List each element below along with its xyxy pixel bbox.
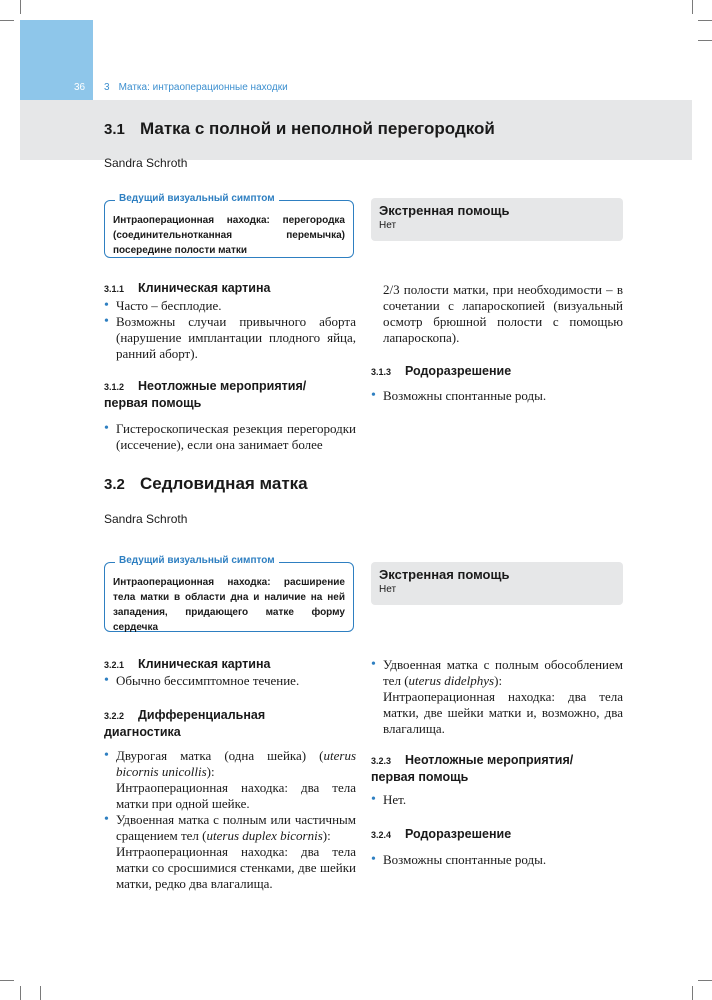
subsection-heading	[371, 826, 511, 843]
section-title: Матка с полной и неполной перегородкой	[140, 119, 495, 138]
list-item: • Удвоенная матка с полным или частичным сращением тел (uterus duplex bicornis): Интраоперационная находка: два тела матки со сросшимися стенками, две шейки матки, редко два влагалища.	[104, 812, 356, 892]
key-symptom-label: Ведущий визуальный симптом	[115, 193, 279, 204]
subsection-heading	[371, 752, 573, 785]
bullet-list	[104, 748, 356, 892]
running-header	[104, 82, 288, 93]
bullet-list	[371, 388, 623, 404]
crop-mark	[692, 0, 693, 14]
emergency-box	[371, 562, 623, 605]
section-title: Седловидная матка	[140, 474, 308, 493]
subsection-title: Родоразрешение	[405, 827, 512, 841]
subsection-number: 3.2.3	[371, 756, 392, 766]
subsection-title: первая помощь	[104, 396, 202, 410]
emergency-title: Экстренная помощь	[379, 567, 510, 582]
subsection-title: Клиническая картина	[138, 657, 271, 671]
subsection-title: первая помощь	[371, 770, 469, 784]
key-symptom-text: Интраоперационная находка: перегородка (соединительнотканная перемычка) посередине полости матки	[113, 215, 345, 256]
list-item: • Гистероскопическая резекция перегородки (иссечение), если она занимает более	[104, 421, 356, 453]
subsection-title: Клиническая картина	[138, 281, 271, 295]
list-item: • Возможны спонтанные роды.	[371, 852, 623, 868]
list-item-detail: Интраоперационная находка: два тела матки при одной шейке.	[116, 780, 356, 811]
subsection-number: 3.2.4	[371, 830, 392, 840]
subsection-title: Неотложные мероприятия/	[138, 379, 307, 393]
subsection-title: Неотложные мероприятия/	[405, 753, 574, 767]
crop-mark	[20, 986, 21, 1000]
emergency-title: Экстренная помощь	[379, 203, 510, 218]
subsection-heading	[104, 280, 270, 297]
bullet-list	[371, 792, 623, 808]
bullet-list	[371, 852, 623, 868]
list-item-detail: Интраоперационная находка: два тела матки, две шейки матки и, возможно, два влагалища.	[383, 689, 623, 736]
crop-mark	[698, 20, 712, 21]
crop-mark	[698, 40, 712, 41]
crop-mark	[698, 980, 712, 981]
crop-mark	[20, 0, 21, 14]
list-item: • Обычно бессимптомное течение.	[104, 673, 356, 689]
key-symptom-box	[104, 193, 354, 258]
chapter-number: 3	[104, 82, 110, 93]
margin-grey-band	[20, 100, 93, 160]
author: Sandra Schroth	[104, 156, 188, 170]
crop-mark	[40, 986, 41, 1000]
subsection-number: 3.1.2	[104, 382, 125, 392]
bullet-list	[371, 657, 623, 737]
section-heading	[104, 119, 495, 139]
key-symptom-text: Интраоперационная находка: расширение тела матки в области дна и наличие на ней западения, придающего матке форму сердечка	[113, 577, 345, 633]
subsection-heading	[104, 378, 306, 411]
subsection-title: Родоразрешение	[405, 364, 512, 378]
emergency-box	[371, 198, 623, 241]
subsection-heading	[104, 656, 270, 673]
subsection-number: 3.1.3	[371, 367, 392, 377]
list-item: • Возможны случаи привычного аборта (нарушение имплантации плодного яйца, ранний аборт).	[104, 314, 356, 362]
crop-mark	[692, 986, 693, 1000]
section-heading	[104, 474, 308, 494]
page-number: 36	[74, 82, 86, 93]
chapter-title: Матка: интраоперационные находки	[118, 82, 288, 93]
key-symptom-box	[104, 555, 354, 633]
section-number: 3.1	[104, 121, 125, 138]
continued-paragraph: 2/3 полости матки, при необходимости – в сочетании с лапароскопией (визуальный осмотр брюшной полости с помощью лапароскопа).	[383, 282, 623, 345]
key-symptom-label: Ведущий визуальный симптом	[115, 555, 279, 566]
emergency-value: Нет	[379, 584, 397, 595]
crop-mark	[0, 20, 14, 21]
subsection-heading	[104, 707, 265, 740]
list-item: • Двурогая матка (одна шейка) (uterus bicornis unicollis): Интраоперационная находка: два тела матки при одной шейке.	[104, 748, 356, 812]
list-item: • Часто – бесплодие.	[104, 298, 356, 314]
bullet-list	[104, 673, 356, 689]
subsection-number: 3.1.1	[104, 284, 125, 294]
list-item-detail: Интраоперационная находка: два тела матки со сросшимися стенками, две шейки матки, редко два влагалища.	[116, 844, 356, 891]
list-item: • Удвоенная матка с полным обособлением тел (uterus didelphys): Интраоперационная находка: два тела матки, две шейки матки и, возможно, два влагалища.	[371, 657, 623, 737]
section-number: 3.2	[104, 476, 125, 493]
bullet-list	[104, 421, 356, 453]
subsection-number: 3.2.1	[104, 660, 125, 670]
author: Sandra Schroth	[104, 512, 188, 526]
subsection-number: 3.2.2	[104, 711, 125, 721]
list-item: • Нет.	[371, 792, 623, 808]
list-item: • Возможны спонтанные роды.	[371, 388, 623, 404]
emergency-value: Нет	[379, 220, 397, 231]
subsection-heading	[371, 363, 511, 380]
subsection-title: диагностика	[104, 725, 181, 739]
subsection-title: Дифференциальная	[138, 708, 266, 722]
crop-mark	[0, 980, 14, 981]
bullet-list	[104, 298, 356, 362]
